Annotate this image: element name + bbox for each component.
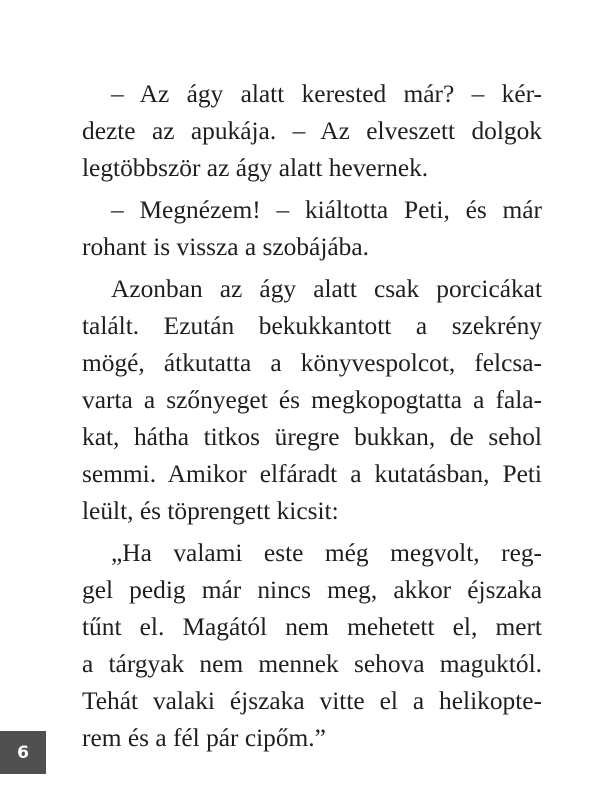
text-line: „Ha valami este még megvolt, reg- (111, 539, 542, 567)
text-line: legtöbbször az ágy alatt hevernek. (82, 154, 429, 182)
text-line: dezte az apukája. – Az elveszett dolgok (82, 117, 542, 145)
text-line: gel pedig már nincs meg, akkor éjszaka (82, 576, 542, 604)
body-text (82, 76, 542, 757)
text-line: Azonban az ágy alatt csak porcicákat (111, 275, 542, 303)
page-number: 6 (17, 742, 29, 763)
page-number-tab (0, 731, 46, 774)
text-line: varta a szőnyeget és megkopogtatta a fala- (82, 386, 542, 414)
text-line: rohant is vissza a szobájába. (82, 233, 369, 261)
text-line: semmi. Amikor elfáradt a kutatásban, Peti (82, 460, 542, 488)
text-line: – Az ágy alatt kerested már? – kér- (111, 80, 542, 108)
text-line: rem és a fél pár cipőm.” (82, 724, 326, 752)
text-line: – Megnézem! – kiáltotta Peti, és már (111, 196, 542, 224)
text-line: tűnt el. Magától nem mehetett el, mert (82, 613, 542, 641)
text-line: talált. Ezután bekukkantott a szekrény (82, 312, 542, 340)
text-line: leült, és töprengett kicsit: (82, 497, 339, 525)
text-line: kat, hátha titkos üregre bukkan, de sehol (82, 423, 542, 451)
text-line: Tehát valaki éjszaka vitte el a helikopte- (82, 687, 542, 715)
text-line: mögé, átkutatta a könyvespolcot, felcsa- (82, 349, 542, 377)
text-line: a tárgyak nem mennek sehova maguktól. (82, 650, 542, 678)
